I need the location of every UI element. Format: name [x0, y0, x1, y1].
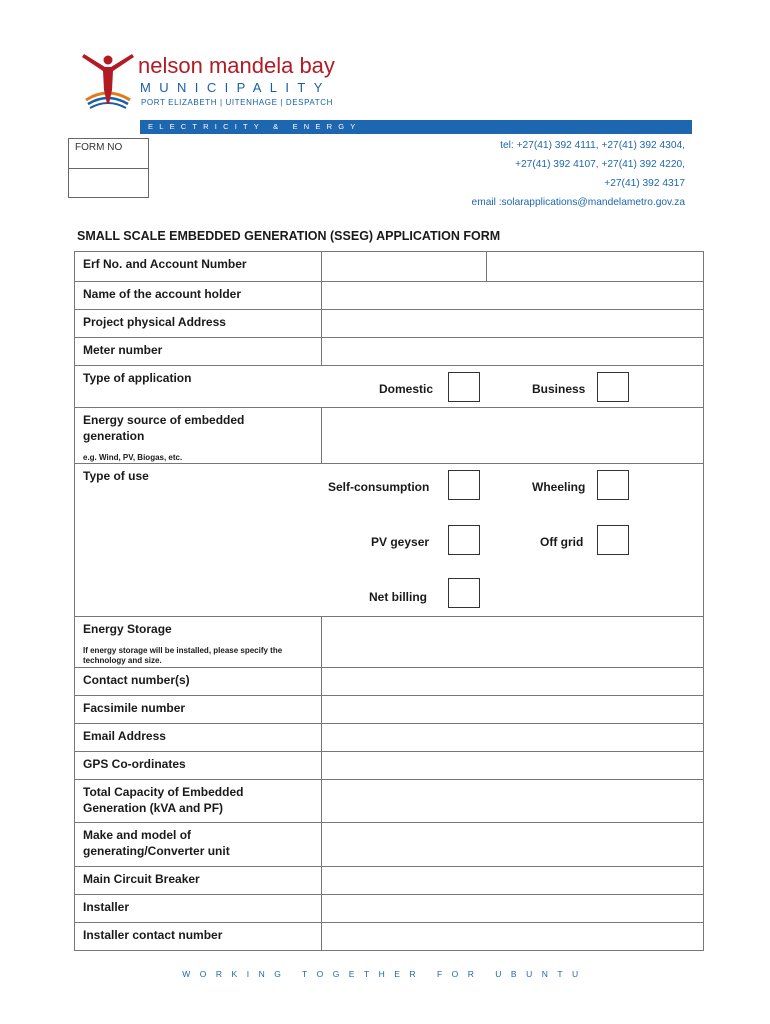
erf-label: Erf No. and Account Number [83, 257, 247, 271]
row-capacity [75, 780, 703, 823]
email-label: Email Address [83, 729, 166, 743]
form-title: SMALL SCALE EMBEDDED GENERATION (SSEG) APPLICATION FORM [77, 229, 501, 243]
logo-municipality: MUNICIPALITY [140, 80, 331, 95]
net-billing-checkbox[interactable] [448, 578, 480, 608]
meter-label: Meter number [83, 343, 163, 357]
row-email [75, 724, 703, 752]
row-application-type [75, 366, 703, 408]
account-number-field[interactable] [487, 252, 703, 281]
email-field[interactable] [322, 724, 703, 751]
address-field[interactable] [322, 310, 703, 337]
row-energy-source [75, 408, 703, 464]
row-contact [75, 668, 703, 696]
row-gps [75, 752, 703, 780]
row-installer [75, 895, 703, 923]
option-pv-geyser-label: PV geyser [371, 535, 430, 549]
energy-source-note: e.g. Wind, PV, Biogas, etc. [83, 453, 183, 462]
footer-slogan: WORKING TOGETHER FOR UBUNTU [182, 969, 588, 979]
address-label: Project physical Address [83, 315, 226, 329]
installer-contact-field[interactable] [322, 923, 703, 950]
option-domestic-label: Domestic [379, 382, 434, 396]
option-self-consumption-label: Self-consumption [328, 480, 430, 494]
installer-field[interactable] [322, 895, 703, 922]
fax-label: Facsimile number [83, 701, 186, 715]
contact-line: +27(41) 392 4317 [604, 178, 685, 189]
account-holder-field[interactable] [322, 282, 703, 309]
wheeling-checkbox[interactable] [597, 470, 629, 500]
gps-field[interactable] [322, 752, 703, 779]
erf-number-field[interactable] [322, 252, 486, 281]
row-type-of-use [75, 464, 703, 617]
make-model-label: Make and model of generating/Converter unit [83, 828, 230, 858]
form-no-label: FORM NO [75, 142, 123, 153]
contact-info [472, 136, 685, 212]
row-energy-storage [75, 617, 703, 668]
row-make-model [75, 823, 703, 867]
option-wheeling-label: Wheeling [532, 480, 586, 494]
energy-storage-note: If energy storage will be installed, please specify the technology and size. [83, 646, 283, 665]
capacity-label: Total Capacity of Embedded Generation (kVA and PF) [83, 785, 244, 815]
logo-places: PORT ELIZABETH | UITENHAGE | DESPATCH [141, 98, 334, 107]
business-checkbox[interactable] [597, 372, 629, 402]
row-installer-contact [75, 923, 703, 950]
type-of-use-label: Type of use [83, 469, 149, 483]
option-off-grid-label: Off grid [540, 535, 584, 549]
contact-line: tel: +27(41) 392 4111, +27(41) 392 4304, [500, 140, 685, 151]
department-bar [140, 120, 692, 134]
application-form [74, 251, 704, 951]
gps-label: GPS Co-ordinates [83, 757, 186, 771]
installer-contact-label: Installer contact number [83, 928, 223, 942]
municipality-logo [78, 50, 338, 110]
self-consumption-checkbox[interactable] [448, 470, 480, 500]
breaker-label: Main Circuit Breaker [83, 872, 200, 886]
make-model-field[interactable] [322, 823, 703, 866]
domestic-checkbox[interactable] [448, 372, 480, 402]
energy-storage-field[interactable] [322, 617, 703, 667]
option-net-billing-label: Net billing [369, 590, 427, 604]
option-business-label: Business [532, 382, 586, 396]
account-holder-label: Name of the account holder [83, 287, 242, 301]
department-label: ELECTRICITY & ENERGY [148, 122, 362, 131]
capacity-field[interactable] [322, 780, 703, 822]
form-no-box[interactable] [68, 138, 149, 198]
breaker-field[interactable] [322, 867, 703, 894]
logo-name: nelson mandela bay [138, 53, 335, 78]
person-figure-icon [78, 50, 138, 110]
row-meter [75, 338, 703, 366]
row-address [75, 310, 703, 338]
off-grid-checkbox[interactable] [597, 525, 629, 555]
row-fax [75, 696, 703, 724]
pv-geyser-checkbox[interactable] [448, 525, 480, 555]
meter-field[interactable] [322, 338, 703, 365]
application-type-label: Type of application [83, 371, 192, 385]
row-erf [75, 252, 703, 282]
row-account-holder [75, 282, 703, 310]
fax-field[interactable] [322, 696, 703, 723]
energy-source-label: Energy source of embedded generation [83, 413, 245, 443]
energy-source-field[interactable] [322, 408, 703, 463]
row-breaker [75, 867, 703, 895]
energy-storage-label: Energy Storage [83, 622, 172, 636]
contact-field[interactable] [322, 668, 703, 695]
contact-line: +27(41) 392 4107, +27(41) 392 4220, [515, 159, 685, 170]
contact-email[interactable]: email :solarapplications@mandelametro.gov.za [471, 197, 685, 208]
installer-label: Installer [83, 900, 130, 914]
contact-label: Contact number(s) [83, 673, 190, 687]
